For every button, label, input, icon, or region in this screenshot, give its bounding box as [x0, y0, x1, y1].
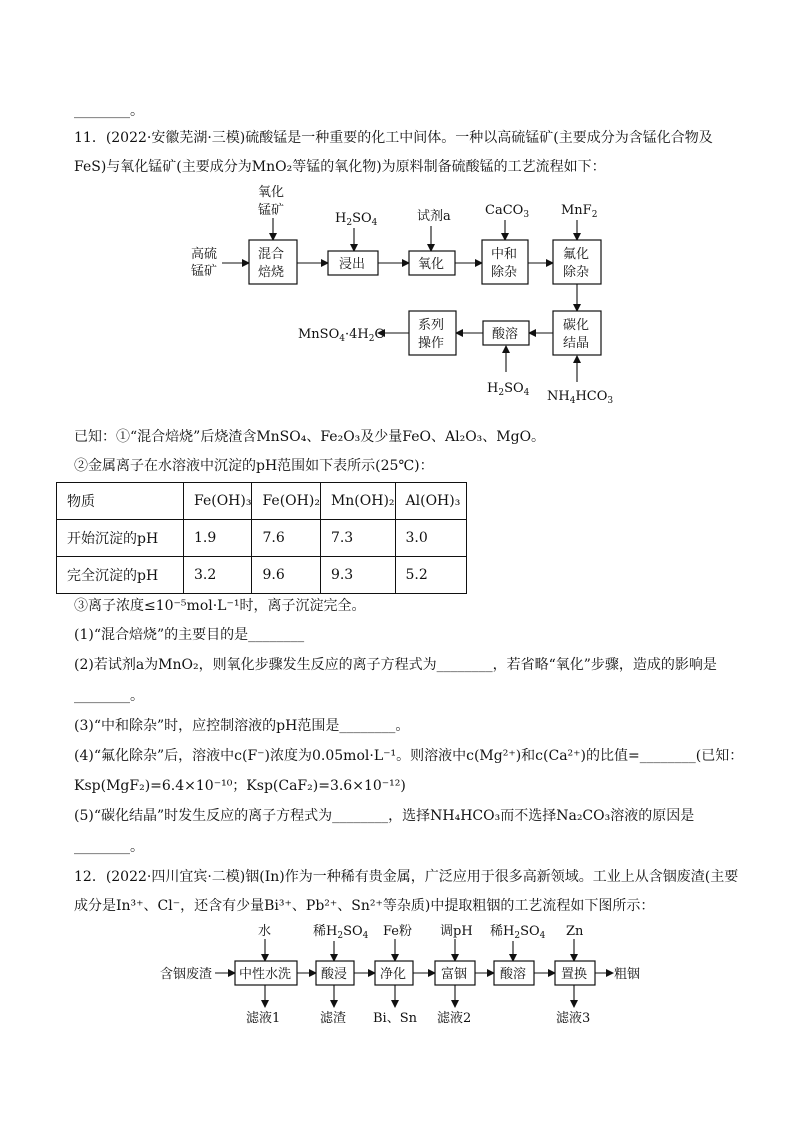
svg-text:氧化: 氧化	[418, 257, 445, 272]
q11-part-4-line2: Ksp(MgF₂)=6.4×10⁻¹⁰；Ksp(CaF₂)=3.6×10⁻¹²)	[74, 778, 406, 794]
q11-intro-line2: FeS)与氧化锰矿(主要成分为MnO₂等锰的氧化物)为原料制备硫酸锰的工艺流程如下：	[74, 159, 606, 175]
q11-part-2-line2: ________。	[74, 688, 144, 704]
q12-reagent-zn: Zn	[566, 924, 584, 939]
table-cell: 开始沉淀的pH	[57, 520, 184, 557]
svg-text:中和: 中和	[491, 247, 518, 262]
svg-text:置换: 置换	[561, 967, 588, 982]
table-cell: 7.3	[320, 520, 395, 557]
q11-flowchart	[0, 178, 800, 410]
svg-text:酸溶: 酸溶	[500, 967, 527, 982]
svg-text:结晶: 结晶	[563, 336, 590, 351]
svg-text:混合: 混合	[258, 247, 285, 262]
table-cell: 9.3	[320, 557, 395, 594]
q11-part-1: (1)“混合焙烧”的主要目的是________	[74, 627, 305, 643]
svg-text:除杂: 除杂	[563, 265, 590, 280]
svg-text:焙烧: 焙烧	[258, 265, 285, 280]
svg-text:浸出: 浸出	[339, 257, 366, 272]
table-row	[57, 557, 467, 594]
svg-text:碳化: 碳化	[563, 318, 590, 333]
q11-intro-line1: 11．(2022·安徽芜湖·三模)硫酸锰是一种重要的化工中间体。一种以高硫锰矿(主要成分为含锰化合物及	[74, 130, 713, 146]
q11-input-high-sulfur-ore-2: 锰矿	[191, 264, 218, 279]
q12-reagent-dilute-h2so4-1: 稀$H_2SO_4$	[313, 924, 369, 941]
q11-input-high-sulfur-ore-1: 高硫	[191, 247, 218, 262]
table-header-cell: Mn(OH)₂	[320, 483, 395, 520]
q12-flowchart	[0, 918, 800, 1030]
q11-part-2-line1: (2)若试剂a为MnO₂，则氧化步骤发生反应的离子方程式为________，若省略“氧化”步骤，造成的影响是	[74, 657, 717, 673]
q11-reagent-caco3: CaCO$_3$	[485, 203, 530, 220]
q11-part-3: (3)“中和除杂”时，应控制溶液的pH范围是________。	[74, 718, 410, 734]
table-header-cell: Fe(OH)₂	[252, 483, 320, 520]
q12-reagent-water: 水	[258, 924, 272, 939]
q11-step-acid-dissolve	[483, 321, 529, 345]
q11-step-series-operations	[409, 311, 456, 355]
q12-output-filtrate2: 滤液2	[437, 1011, 472, 1026]
table-header-cell: Al(OH)₃	[395, 483, 466, 520]
q11-reagent-nh4hco3: $NH_4HCO_3$	[547, 389, 614, 406]
svg-text:操作: 操作	[418, 336, 445, 351]
q12-reagent-adjust-ph: 调pH	[440, 924, 473, 939]
q12-output-filtrate1: 滤液1	[246, 1011, 281, 1026]
svg-text:净化: 净化	[380, 967, 407, 982]
q11-step-oxidation	[409, 251, 455, 275]
q11-step-carbonation	[553, 311, 601, 355]
svg-text:系列: 系列	[418, 318, 445, 333]
q11-reagent-a: 试剂a	[417, 209, 451, 224]
table-header-cell: 物质	[57, 483, 184, 520]
svg-text:除杂: 除杂	[491, 265, 518, 280]
q11-step-leaching	[328, 251, 378, 275]
q12-output-residue: 滤渣	[320, 1011, 347, 1026]
table-cell: 7.6	[252, 520, 320, 557]
q11-step-fluoride-removal	[553, 240, 601, 284]
q12-output-bi-sn: Bi、Sn	[373, 1011, 417, 1026]
svg-text:酸溶: 酸溶	[492, 327, 519, 342]
svg-text:酸浸: 酸浸	[321, 967, 348, 982]
table-cell: 1.9	[184, 520, 252, 557]
q11-known-2: ②金属离子在水溶液中沉淀的pH范围如下表所示(25℃)：	[74, 458, 434, 474]
q12-step-acid-dissolve	[494, 961, 534, 985]
q11-reagent-h2so4: $H_2SO_4$	[335, 211, 378, 228]
q12-step-purification	[375, 961, 413, 985]
q11-known-1: 已知：①“混合焙烧”后烧渣含MnSO₄、Fe₂O₃及少量FeO、Al₂O₃、MgO。	[74, 429, 546, 445]
q12-intro-line1: 12．(2022·四川宜宾·二模)铟(In)作为一种稀有贵金属，广泛应用于很多高新领域。工业上从含铟废渣(主要	[74, 869, 739, 885]
q12-step-neutral-wash	[235, 961, 297, 985]
svg-text:富铟: 富铟	[441, 967, 468, 982]
table-cell: 3.0	[395, 520, 466, 557]
table-cell: 5.2	[395, 557, 466, 594]
q11-reagent-mnf2: MnF$_2$	[561, 203, 598, 220]
q12-product-crude-indium: 粗铟	[614, 967, 641, 982]
table-cell: 完全沉淀的pH	[57, 557, 184, 594]
q12-reagent-dilute-h2so4-2: 稀$H_2SO_4$	[490, 924, 546, 941]
q11-input-oxide-ore-2: 锰矿	[258, 203, 285, 218]
q11-product: $MnSO_4\cdot 4H_2O$	[298, 327, 386, 344]
svg-text:中性水洗: 中性水洗	[239, 967, 292, 982]
q11-input-oxide-ore-1: 氧化	[258, 185, 285, 200]
q11-step-neutralization	[482, 240, 528, 284]
q12-start-material: 含铟废渣	[160, 967, 213, 982]
q12-output-filtrate3: 滤液3	[556, 1011, 591, 1026]
table-header-cell: Fe(OH)₃	[184, 483, 252, 520]
q11-step-mixed-roasting	[249, 240, 297, 284]
q11-ph-table	[56, 482, 467, 594]
q12-step-acid-leach	[316, 961, 354, 985]
q11-known-3: ③离子浓度≤10⁻⁵mol·L⁻¹时，离子沉淀完全。	[74, 598, 366, 614]
q11-part-4-line1: (4)“氟化除杂”后，溶液中c(F⁻)浓度为0.05mol·L⁻¹。则溶液中c(Mg²⁺)和c(Ca²⁺)的比值=________(已知：	[74, 748, 744, 764]
table-cell: 3.2	[184, 557, 252, 594]
table-cell: 9.6	[252, 557, 320, 594]
table-row	[57, 520, 467, 557]
table-header-row	[57, 483, 467, 520]
q12-step-displacement	[555, 961, 595, 985]
q11-reagent-h2so4-bottom: $H_2SO_4$	[487, 381, 530, 398]
q12-intro-line2: 成分是In³⁺、Cl⁻，还含有少量Bi³⁺、Pb²⁺、Sn²⁺等杂质)中提取粗铟的工艺流程如下图所示：	[74, 898, 655, 914]
q12-step-indium-enrichment	[435, 961, 475, 985]
q10-answer-blank: ________。	[74, 103, 144, 119]
q12-reagent-fe-powder: Fe粉	[383, 924, 413, 939]
svg-text:氟化: 氟化	[563, 247, 590, 262]
q11-part-5-line2: ________。	[74, 839, 144, 855]
q11-part-5-line1: (5)“碳化结晶”时发生反应的离子方程式为________，选择NH₄HCO₃而不选择Na₂CO₃溶液的原因是	[74, 808, 695, 824]
